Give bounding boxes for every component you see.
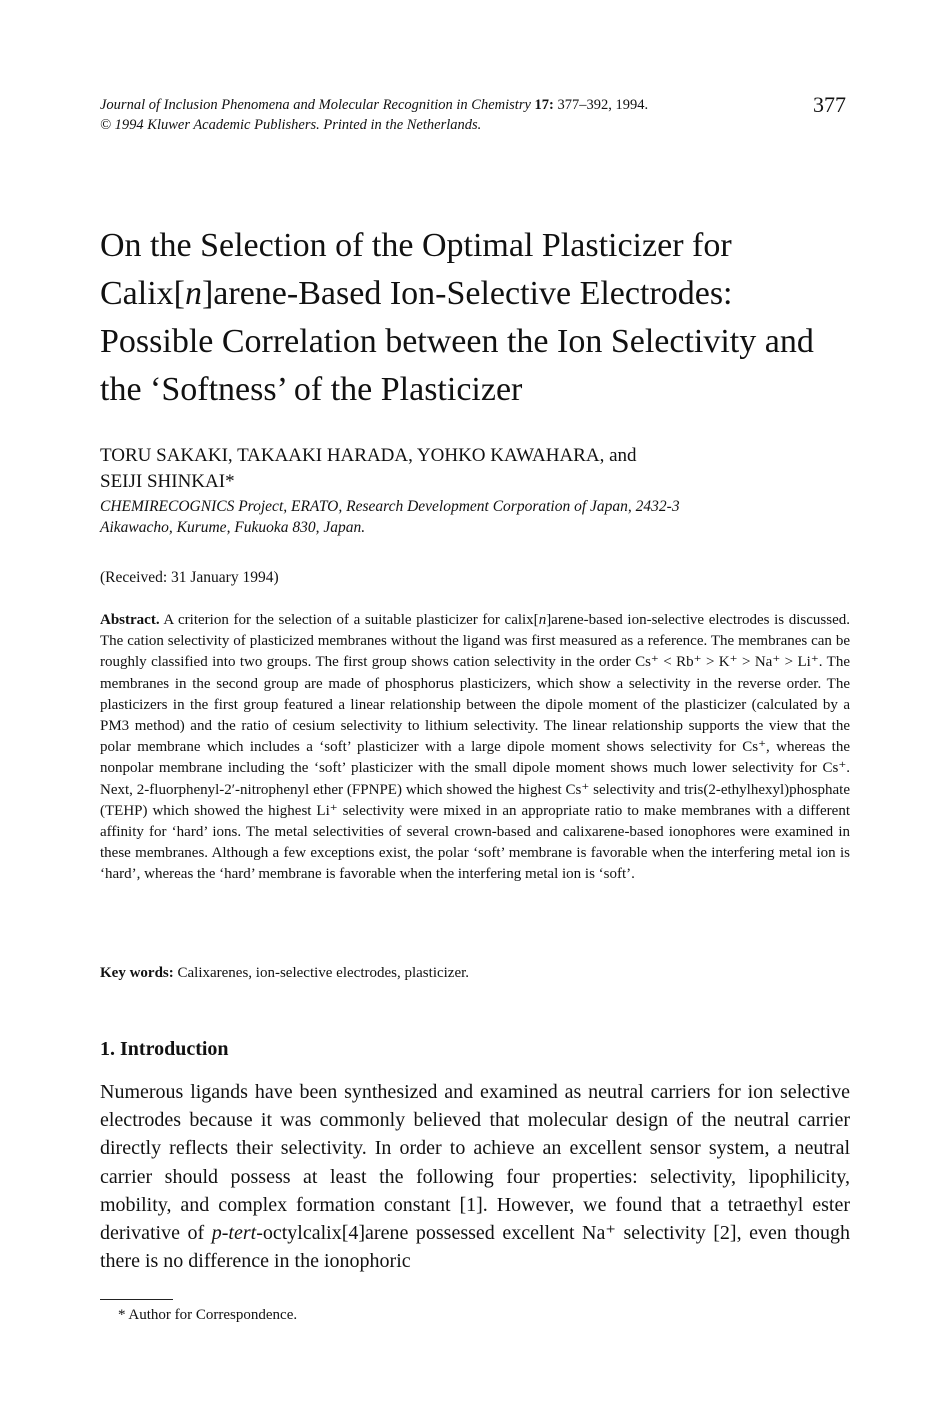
title-line-2 — [100, 270, 880, 318]
copyright-line: © 1994 Kluwer Academic Publishers. Printed in the Netherlands. — [100, 117, 482, 133]
authors — [100, 443, 860, 495]
journal-volume: 17: — [534, 97, 554, 113]
authors-line-2: SEIJI SHINKAI* — [100, 471, 235, 492]
title-line-3: Possible Correlation between the Ion Selectivity and — [100, 323, 814, 360]
keywords — [100, 965, 469, 982]
intro-italic: p-tert — [211, 1222, 257, 1245]
title-line-4: the ‘Softness’ of the Plasticizer — [100, 371, 523, 408]
intro-text-2: -octylcalix[4]arene possessed excellent Na⁺ selectivity [2], even though there is no difference in the ionophoric — [100, 1222, 850, 1273]
abstract-selectivity-order: Cs⁺ < Rb⁺ > K⁺ > Na⁺ > Li⁺ — [635, 654, 819, 671]
intro-text-1: Numerous ligands have been synthesized and examined as neutral carriers for ion selective electrodes because it was commonly believed that molecular design of the neutral carrier directly reflects their selectivity. In order to achieve an excellent sensor system, a neutral carrier should possess at least the following four properties: selectivity, lipophilicity, mobility, and complex formation constant [1]. However, we found that a tetraethyl ester derivative of — [100, 1081, 850, 1245]
abstract-label: Abstract. — [100, 612, 160, 628]
keywords-label: Key words: — [100, 965, 174, 981]
title-line-2-pre: Calix[ — [100, 275, 185, 312]
page-number: 377 — [813, 92, 846, 117]
section-heading-introduction: 1. Introduction — [100, 1038, 229, 1060]
affiliation-line-1: CHEMIRECOGNICS Project, ERATO, Research Development Corporation of Japan, 2432-3 — [100, 498, 680, 515]
affiliation-line-2: Aikawacho, Kurume, Fukuoka 830, Japan. — [100, 519, 366, 536]
abstract-text-1: A criterion for the selection of a suitable plasticizer for calix[ — [159, 612, 539, 628]
footnote-rule — [100, 1299, 173, 1300]
abstract — [100, 610, 850, 886]
abstract-n: n — [538, 612, 547, 628]
title-line-2-n: n — [184, 275, 202, 312]
keywords-text: Calixarenes, ion-selective electrodes, plasticizer. — [173, 965, 470, 981]
abstract-text-2: ]arene-based ion-selective electrodes is discussed. The cation selectivity of plasticized membranes without the ligand was first measured as a reference. The membranes can be roughly classified into two groups. The first group shows cation selectivity in the order — [100, 612, 850, 671]
abstract-text-3: . The membranes in the second group are made of phosphorus plasticizers, which show a selectivity in the reverse order. The plasticizers in the first group featured a linear relationship between the dipole moment of the plasticizer (calculated by a PM3 method) and the ratio of cesium selectivity to lithium selectivity. The linear relationship supports the view that the polar membrane which includes a ‘soft’ plasticizer with a large dipole moment shows selectivity for Cs⁺, whereas the nonpolar membrane including the ‘soft’ plasticizer with the small dipole moment shows much lower selectivity for Cs⁺. Next, 2-fluorphenyl-2′-nitrophenyl ether (FPNPE) which showed the highest Cs⁺ selectivity and tris(2-ethylhexyl)phosphate (TEHP) which showed the highest Li⁺ selectivity were mixed in an appropriate ratio to make membranes with a different affinity for ‘hard’ ions. The metal selectivities of several crown-based and calixarene-based ionophores were examined in these membranes. Although a few exceptions exist, the polar ‘soft’ membrane is favorable when the interfering metal ion is ‘hard’, whereas the ‘hard’ membrane is favorable when the interfering metal ion is ‘soft’. — [100, 654, 850, 883]
journal-name: Journal of Inclusion Phenomena and Molecular Recognition in Chemistry — [100, 97, 531, 113]
title-line-2-post: ]arene-Based Ion-Selective Electrodes: — [201, 275, 733, 312]
introduction-paragraph — [100, 1078, 850, 1275]
journal-pages: 377–392, 1994. — [557, 97, 649, 113]
title-line-1: On the Selection of the Optimal Plasticizer for — [100, 227, 732, 264]
journal-header — [100, 95, 648, 135]
journal-citation — [100, 95, 648, 115]
received-date: (Received: 31 January 1994) — [100, 569, 279, 586]
paper-title — [100, 222, 880, 414]
authors-line-1: TORU SAKAKI, TAKAAKI HARADA, YOHKO KAWAHARA, and — [100, 445, 637, 466]
footnote: * Author for Correspondence. — [118, 1307, 298, 1323]
affiliation — [100, 496, 860, 538]
